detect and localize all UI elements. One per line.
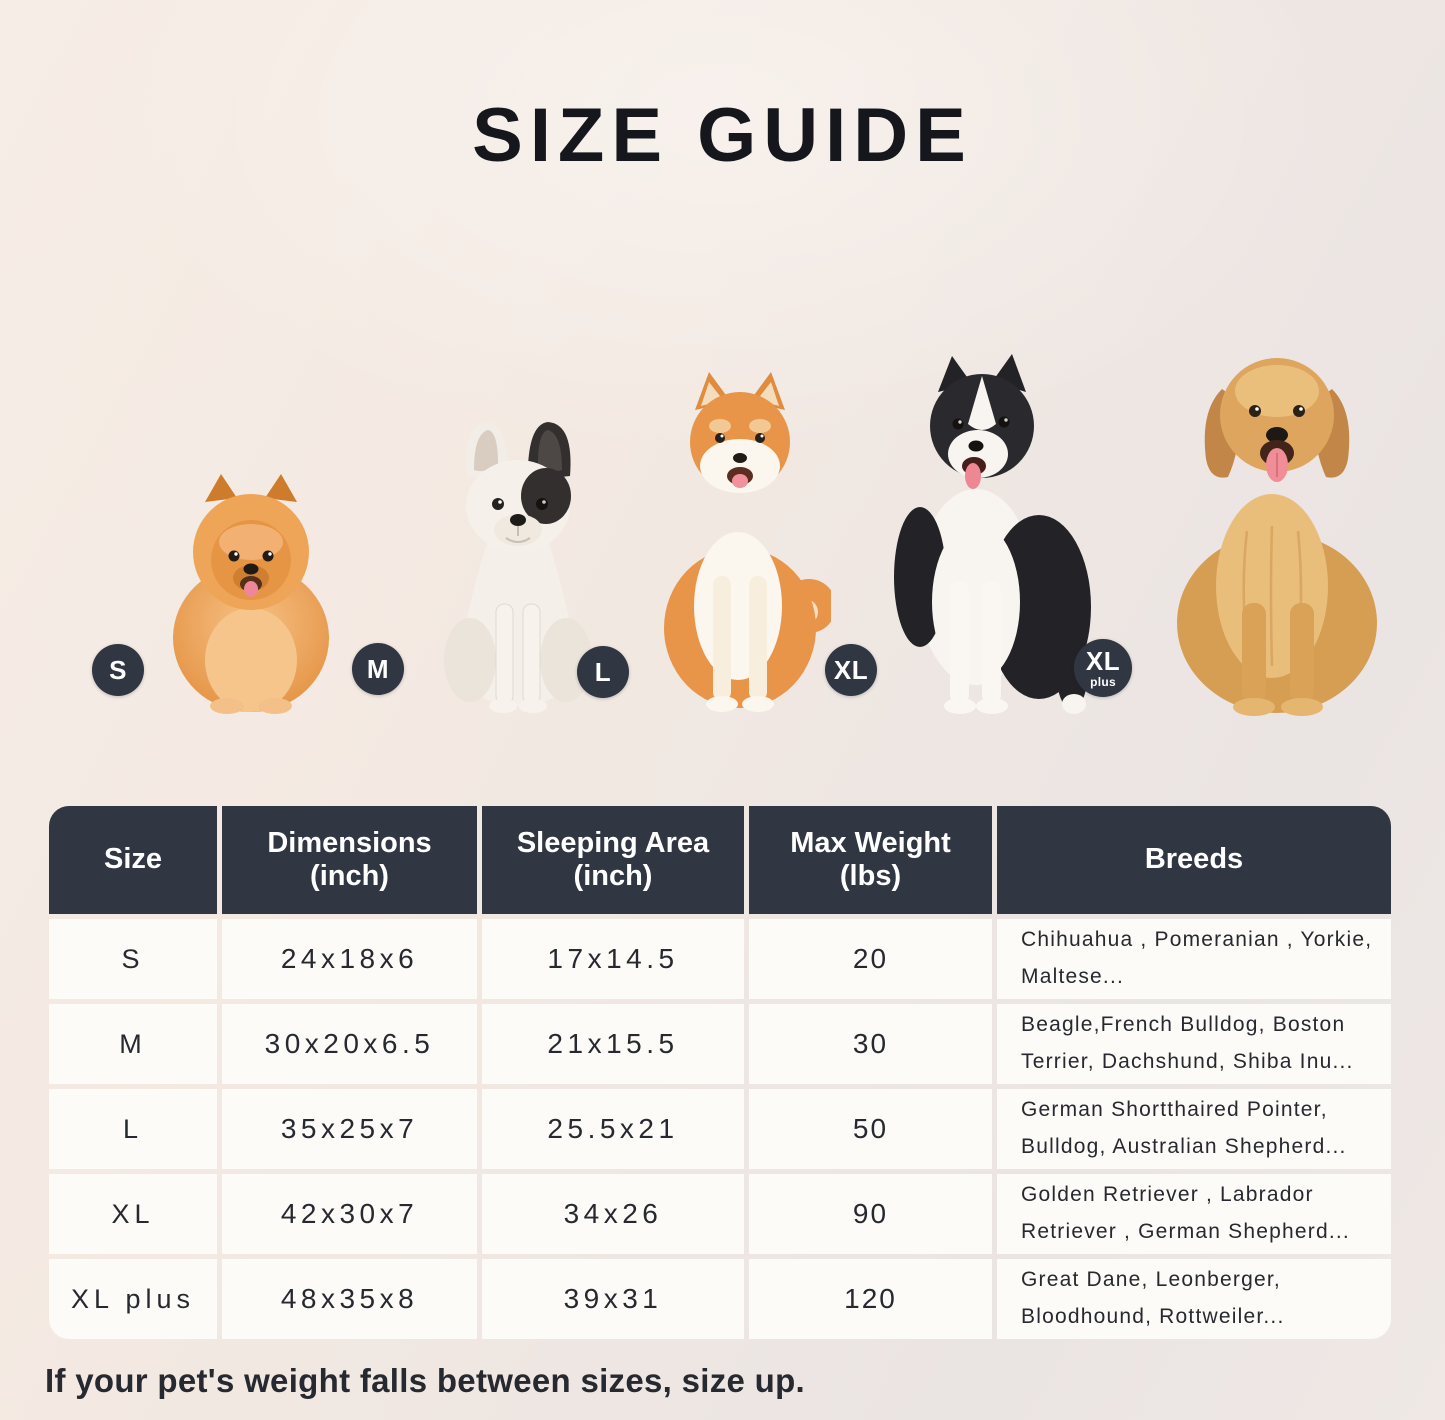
cell-max-weight: 30 <box>749 1004 992 1084</box>
size-guide-table <box>44 801 1396 1344</box>
cell-size: XL plus <box>49 1259 217 1339</box>
cell-sleeping-area: 34x26 <box>482 1174 744 1254</box>
pomeranian-illustration <box>166 468 336 716</box>
cell-dimensions: 30x20x6.5 <box>222 1004 477 1084</box>
cell-sleeping-area: 17x14.5 <box>482 919 744 999</box>
cell-dimensions: 48x35x8 <box>222 1259 477 1339</box>
table-row-xl <box>49 1174 1391 1254</box>
cell-dimensions: 35x25x7 <box>222 1089 477 1169</box>
size-badge-xl-plus <box>1074 639 1132 697</box>
cell-breeds: Beagle,French Bulldog, Boston Terrier, Dachshund, Shiba Inu... <box>997 1004 1391 1084</box>
table-row-xl-plus <box>49 1259 1391 1339</box>
table-header-row <box>49 806 1391 914</box>
cell-max-weight: 120 <box>749 1259 992 1339</box>
shiba-inu-illustration <box>649 366 831 716</box>
size-badge-m <box>352 643 404 695</box>
cell-dimensions: 42x30x7 <box>222 1174 477 1254</box>
dog-image-shiba-inu <box>649 366 831 716</box>
table-row-l <box>49 1089 1391 1169</box>
size-badge-label: XL <box>1085 646 1121 676</box>
table-row-m <box>49 1004 1391 1084</box>
cell-breeds: Great Dane, Leonberger, Bloodhound, Rottweiler... <box>997 1259 1391 1339</box>
dog-image-border-collie <box>876 352 1092 717</box>
size-badge-label: XL <box>833 655 869 685</box>
cell-breeds: German Shortthaired Pointer, Bulldog, Australian Shepherd... <box>997 1089 1391 1169</box>
cell-sleeping-area: 39x31 <box>482 1259 744 1339</box>
header-dimensions: Dimensions (inch) <box>222 806 477 914</box>
size-badge-l <box>577 646 629 698</box>
size-badge-label: L <box>594 657 612 687</box>
golden-retriever-illustration <box>1152 331 1402 717</box>
cell-max-weight: 20 <box>749 919 992 999</box>
cell-dimensions: 24x18x6 <box>222 919 477 999</box>
cell-size: XL <box>49 1174 217 1254</box>
cell-breeds: Golden Retriever , Labrador Retriever , German Shepherd... <box>997 1174 1391 1254</box>
cell-max-weight: 90 <box>749 1174 992 1254</box>
cell-size: S <box>49 919 217 999</box>
cell-sleeping-area: 21x15.5 <box>482 1004 744 1084</box>
sizing-advice-note: If your pet's weight falls between sizes, size up. <box>45 1362 806 1399</box>
header-sleeping-area: Sleeping Area (inch) <box>482 806 744 914</box>
header-max-weight: Max Weight (lbs) <box>749 806 992 914</box>
border-collie-illustration <box>876 352 1092 717</box>
size-badge-xl <box>825 644 877 696</box>
size-badge-sublabel: plus <box>1090 675 1116 689</box>
cell-breeds: Chihuahua , Pomeranian , Yorkie, Maltese... <box>997 919 1391 999</box>
size-badge-label: S <box>109 655 127 685</box>
size-badge-s <box>92 644 144 696</box>
cell-max-weight: 50 <box>749 1089 992 1169</box>
size-badge-label: M <box>366 654 390 684</box>
dog-image-pomeranian <box>166 468 336 716</box>
dog-image-golden-retriever <box>1152 331 1402 717</box>
page-title: SIZE GUIDE <box>472 93 973 178</box>
header-size: Size <box>49 806 217 914</box>
table-row-s <box>49 919 1391 999</box>
cell-size: M <box>49 1004 217 1084</box>
cell-sleeping-area: 25.5x21 <box>482 1089 744 1169</box>
header-breeds: Breeds <box>997 806 1391 914</box>
cell-size: L <box>49 1089 217 1169</box>
